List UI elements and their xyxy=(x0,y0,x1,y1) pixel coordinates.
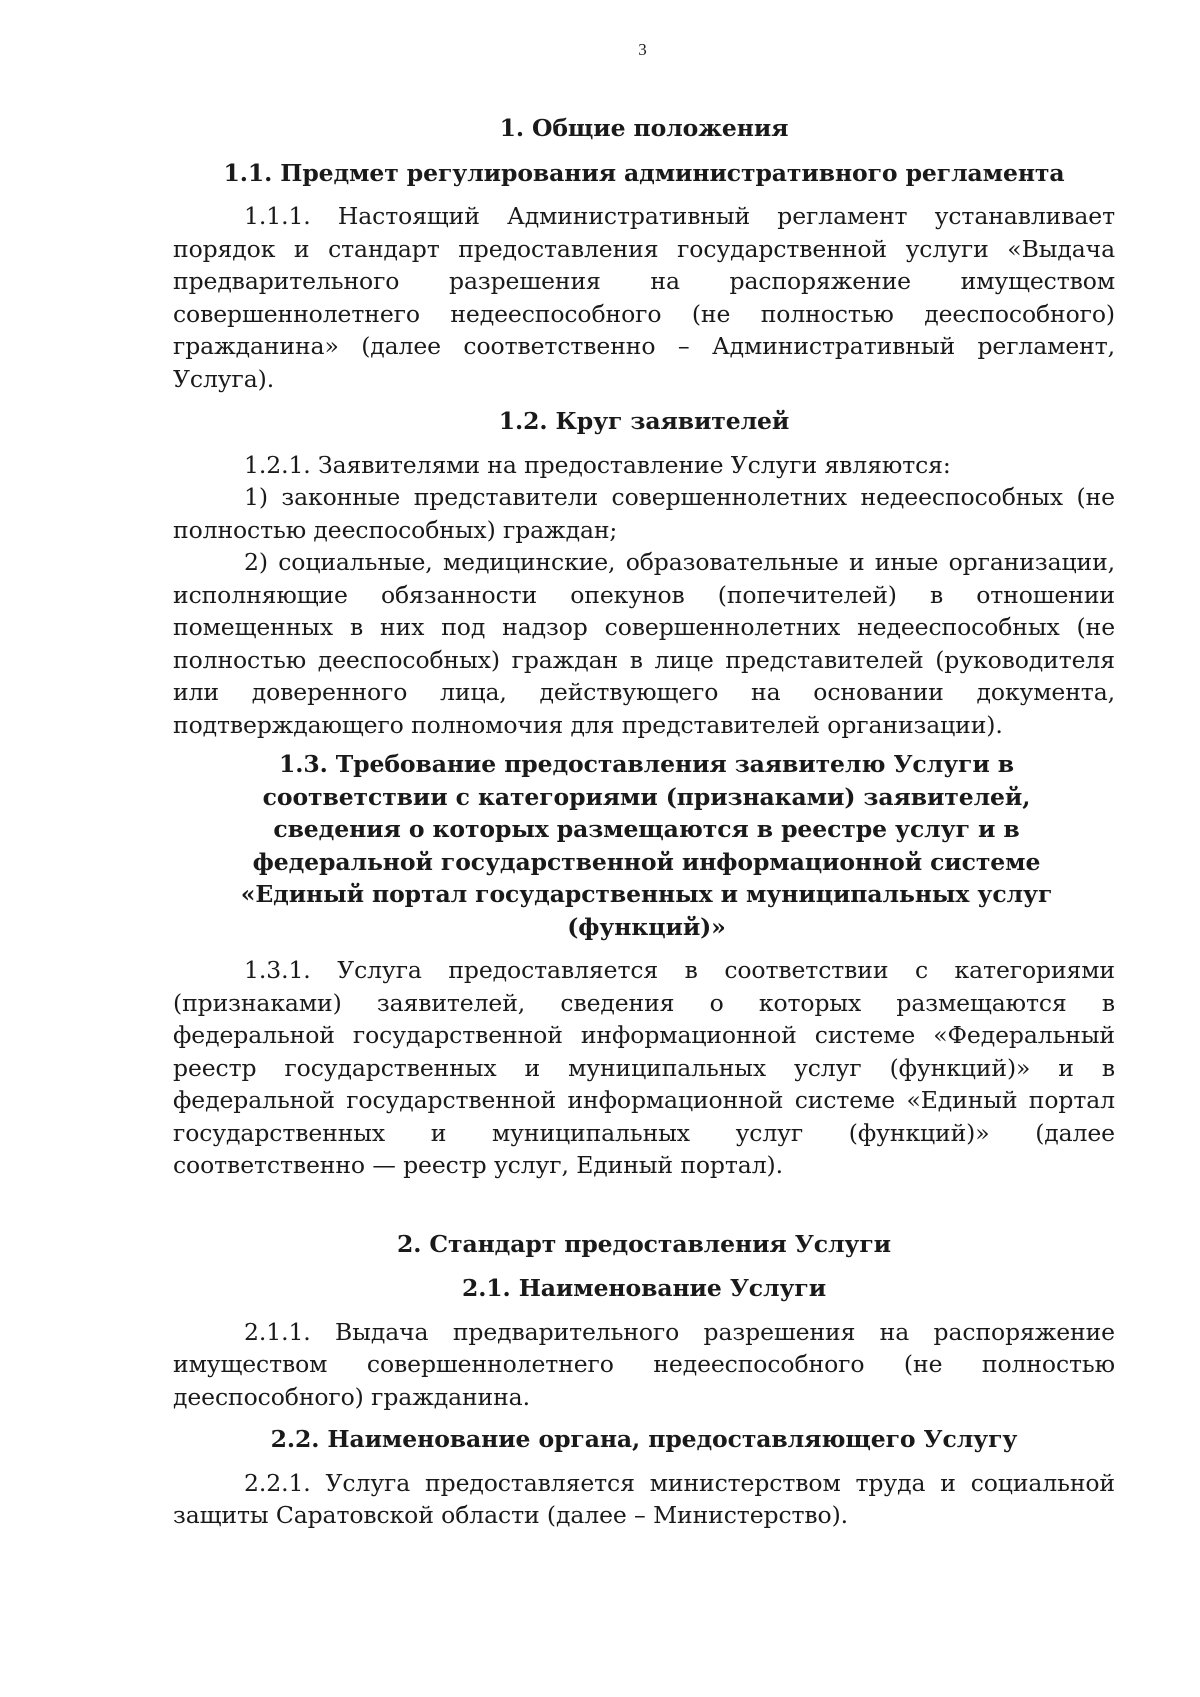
paragraph-1-2-1-item-1: 1) законные представители совершеннолетних недееспособных (не полностью дееспособных) граждан; xyxy=(173,483,1115,544)
document-body xyxy=(173,112,1115,1532)
section-1-2-heading: 1.2. Круг заявителей xyxy=(498,407,790,435)
paragraph-1-2-1: 1.2.1. Заявителями на предоставление Услуги являются: xyxy=(244,450,951,479)
paragraph-2-1-1: 2.1.1. Выдача предварительного разрешения на распоряжение имуществом совершеннолетнего недееспособного (не полностью дееспособного) гражданина. xyxy=(173,1317,1115,1411)
section-1-3-heading: 1.3. Требование предоставления заявителю Услуги в соответствии с категориями (признаками) заявителей, сведения о которых размещаются в реестре услуг и в федеральной государственной информационной системе «Единый портал государственных и муниципальных услуг (функций)» xyxy=(240,750,1053,941)
section-2-2-heading: 2.2. Наименование органа, предоставляющего Услугу xyxy=(270,1425,1018,1453)
paragraph-1-2-1-item-2: 2) социальные, медицинские, образовательные и иные организации, исполняющие обязанности опекунов (попечителей) в отношении помещенных в них под надзор совершеннолетних недееспособных (не полностью дееспособных) граждан в лице представителей (руководителя или доверенного лица, действующего на основании документа, подтверждающего полномочия для представителей организации). xyxy=(173,548,1115,739)
section-1-1-heading: 1.1. Предмет регулирования административного регламента xyxy=(223,158,1065,187)
section-2-1-heading: 2.1. Наименование Услуги xyxy=(461,1274,827,1302)
paragraph-2-2-1: 2.2.1. Услуга предоставляется министерством труда и социальной защиты Саратовской области (далее – Министерство). xyxy=(173,1468,1115,1529)
chapter-1-heading: 1. Общие положения xyxy=(499,114,789,142)
chapter-2-heading: 2. Стандарт предоставления Услуги xyxy=(396,1229,892,1258)
paragraph-1-1-1: 1.1.1. Настоящий Административный регламент устанавливает порядок и стандарт предоставления государственной услуги «Выдача предварительного разрешения на распоряжение имуществом совершеннолетнего недееспособного (не полностью дееспособного) гражданина» (далее соответственно – Административный регламент, Услуга). xyxy=(173,202,1115,393)
chapter-gap xyxy=(173,1182,1115,1228)
paragraph-1-3-1: 1.3.1. Услуга предоставляется в соответствии с категориями (признаками) заявителей, сведения о которых размещаются в федеральной государственной информационной системе «Федеральный реестр государственных и муниципальных услуг (функций)» и в федеральной государственной информационной системе «Единый портал государственных и муниципальных услуг (функций)» (далее соответственно — реестр услуг, Единый портал). xyxy=(173,956,1115,1179)
page-number: 3 xyxy=(638,40,647,59)
